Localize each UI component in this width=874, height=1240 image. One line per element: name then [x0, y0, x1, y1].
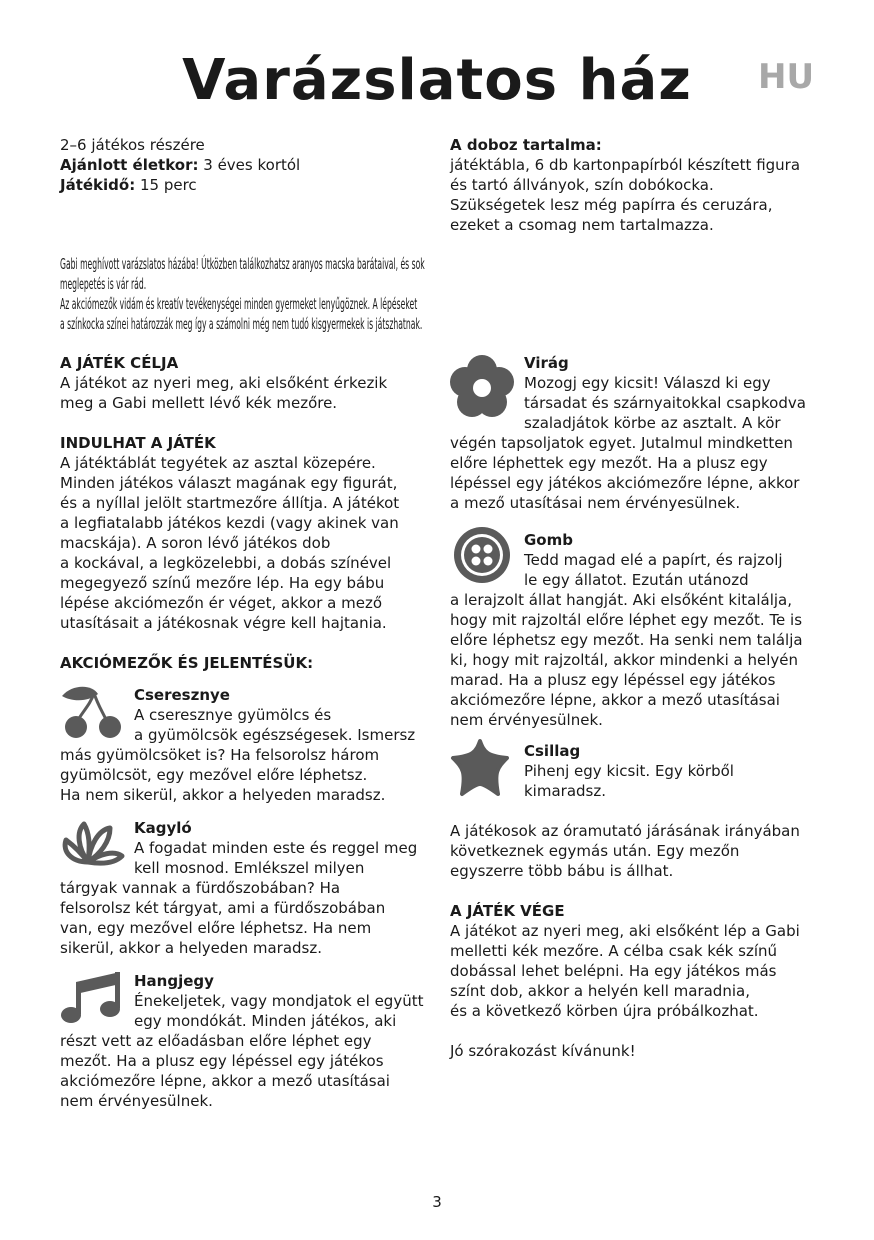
button-line: marad. Ha a plusz egy lépéssel egy játékos [450, 671, 776, 689]
flower-line: lépéssel egy játékos akciómezőre lépne, akkor [450, 474, 800, 492]
cherry-line: A cseresznye gyümölcs és [134, 706, 332, 724]
end-line: melletti kék mezőre. A célba csak kék színű [450, 942, 777, 960]
box-contents [450, 135, 800, 235]
shell-title: Kagyló [134, 819, 192, 837]
players-text: 2–6 játékos részére [60, 136, 205, 154]
flower-line: a mező utasításai nem érvényesülnek. [450, 494, 741, 512]
flower-section [450, 353, 806, 513]
note-line: egy mondókát. Minden játékos, aki [134, 1012, 397, 1030]
shell-line: tárgyak vannak a fürdőszobában? Ha [60, 879, 341, 897]
star-line: Pihenj egy kicsit. Egy körből [524, 762, 734, 780]
note-title: Hangjegy [134, 972, 214, 990]
button-title: Gomb [524, 531, 573, 549]
box-contents-line: játéktábla, 6 db kartonpapírból készített figura [450, 156, 801, 174]
end-title: A JÁTÉK VÉGE [450, 902, 565, 920]
box-contents-line: Szükségetek lesz még papírra és ceruzára, [450, 196, 773, 214]
start-line: a legfiatalabb játékos kezdi (vagy akinek van [60, 514, 399, 532]
star-title: Csillag [524, 742, 581, 760]
closing-text [450, 1041, 636, 1061]
order-line: A játékosok az óramutató járásának irányában [450, 822, 800, 840]
note-line: Énekeljetek, vagy mondjatok el együtt [134, 992, 424, 1010]
start-line: lépése akciómezőn ér véget, akkor a mező [60, 594, 383, 612]
goal-line: A játékot az nyeri meg, aki elsőként érkezik [60, 374, 388, 392]
goal-title: A JÁTÉK CÉLJA [60, 354, 179, 372]
button-line: előre léphetsz egy mezőt. Ha senki nem találja [450, 631, 803, 649]
shell-line: kell mosnod. Emlékszel milyen [134, 859, 365, 877]
button-line: nem érvényesülnek. [450, 711, 603, 729]
intro-line: a színkocka színei határozzák meg így a számolni még nem tudó kisgyermekek is játszhatnak. [60, 315, 423, 333]
start-title: INDULHAT A JÁTÉK [60, 434, 216, 452]
game-info [60, 135, 300, 195]
end-section [450, 901, 800, 1021]
time-label: Játékidő: [60, 176, 136, 194]
start-line: macskája). A soron lévő játékos dob [60, 534, 331, 552]
order-line: egyszerre több bábu is állhat. [450, 862, 674, 880]
note-line: akciómezőre lépne, akkor a mező utasításai [60, 1072, 390, 1090]
note-section [60, 971, 423, 1111]
star-section [450, 741, 734, 801]
closing-line: Jó szórakozást kívánunk! [450, 1042, 636, 1060]
note-line: mezőt. Ha a plusz egy lépéssel egy játékos [60, 1052, 384, 1070]
button-line: a lerajzolt állat hangját. Aki elsőként kitalálja, [450, 591, 793, 609]
end-line: dobással lehet belépni. Ha egy játékos más [450, 962, 777, 980]
end-line: A játékot az nyeri meg, aki elsőként lép a Gabi [450, 922, 800, 940]
order-line: következnek egymás után. Egy mezőn [450, 842, 740, 860]
goal-line: meg a Gabi mellett lévő kék mezőre. [60, 394, 338, 412]
time-line [60, 175, 300, 195]
age-line [60, 155, 300, 175]
age-label: Ajánlott életkor: [60, 156, 199, 174]
flower-line: Mozogj egy kicsit! Válaszd ki egy [524, 374, 771, 392]
start-line: utasításait a játékosnak végre kell hajtania. [60, 614, 387, 632]
page-title: Varázslatos ház [182, 48, 692, 113]
start-line: A játéktáblát tegyétek az asztal közepére. [60, 454, 376, 472]
language-code: HU [758, 57, 815, 97]
shell-section [60, 818, 417, 958]
start-line: megegyező színű mezőre lép. Ha egy bábu [60, 574, 385, 592]
button-section [450, 530, 803, 730]
button-line: akciómezőre lépne, akkor a mező utasításai [450, 691, 780, 709]
flower-line: végén tapsoljatok egyet. Jutalmul mindketten [450, 434, 793, 452]
goal-section [60, 353, 387, 413]
end-line: és a következő körben újra próbálkozhat. [450, 1002, 759, 1020]
cherry-line: más gyümölcsöket is? Ha felsorolsz három [60, 746, 380, 764]
start-section [60, 433, 399, 633]
cherry-line: gyümölcsöt, egy mezővel előre léphetsz. [60, 766, 368, 784]
intro-text [60, 254, 774, 334]
button-line: hogy mit rajzoltál előre léphet egy mezőt. Te is [450, 611, 803, 629]
age-value: 3 éves kortól [198, 156, 301, 174]
shell-line: felsorolsz két tárgyat, ami a fürdőszobában [60, 899, 386, 917]
start-line: a kockával, a legközelebbi, a dobás színével [60, 554, 392, 572]
button-line: Tedd magad elé a papírt, és rajzolj [524, 551, 783, 569]
star-line: kimaradsz. [524, 782, 606, 800]
note-line: részt vett az előadásban előre léphet egy [60, 1032, 372, 1050]
actions-heading: AKCIÓMEZŐK ÉS JELENTÉSÜK: [60, 654, 314, 672]
note-line: nem érvényesülnek. [60, 1092, 213, 1110]
end-line: színt dob, akkor a helyén kell maradnia, [450, 982, 750, 1000]
cherry-line: Ha nem sikerül, akkor a helyeden maradsz. [60, 786, 386, 804]
box-contents-line: és tartó állványok, szín dobókocka. [450, 176, 714, 194]
intro-line: Az akciómezők vidám és kreatív tevékenységei minden gyermeket lenyűgöznek. A lépéseket [60, 295, 418, 313]
shell-line: sikerül, akkor a helyeden maradsz. [60, 939, 323, 957]
flower-line: szaladjátok körbe az asztalt. A kör [524, 414, 781, 432]
order-section [450, 821, 800, 881]
button-line: le egy állatot. Ezután utánozd [524, 571, 749, 589]
button-line: ki, hogy mit rajzoltál, akkor mindenki a helyén [450, 651, 798, 669]
intro-line: Gabi meghívott varázslatos házába! Útközben találkozhatsz aranyos macska barátaival, és sok [60, 255, 425, 273]
cherry-line: a gyümölcsök egészségesek. Ismersz [134, 726, 416, 744]
box-contents-line: ezeket a csomag nem tartalmazza. [450, 216, 714, 234]
shell-line: A fogadat minden este és reggel meg [134, 839, 418, 857]
flower-line: társadat és szárnyaitokkal csapkodva [524, 394, 806, 412]
shell-line: van, egy mezővel előre léphetsz. Ha nem [60, 919, 372, 937]
actions-title [60, 653, 313, 673]
time-value: 15 perc [135, 176, 197, 194]
cherry-title: Cseresznye [134, 686, 230, 704]
start-line: és a nyíllal jelölt startmezőre állítja. A játékot [60, 494, 400, 512]
flower-line: előre léphettek egy mezőt. Ha a plusz egy [450, 454, 768, 472]
start-line: Minden játékos választ magának egy figurát, [60, 474, 398, 492]
intro-line: meglepetés is vár rád. [60, 275, 147, 293]
box-contents-title: A doboz tartalma: [450, 136, 602, 154]
flower-title: Virág [524, 354, 569, 372]
page-number: 3 [432, 1193, 442, 1211]
cherry-section [60, 685, 415, 805]
